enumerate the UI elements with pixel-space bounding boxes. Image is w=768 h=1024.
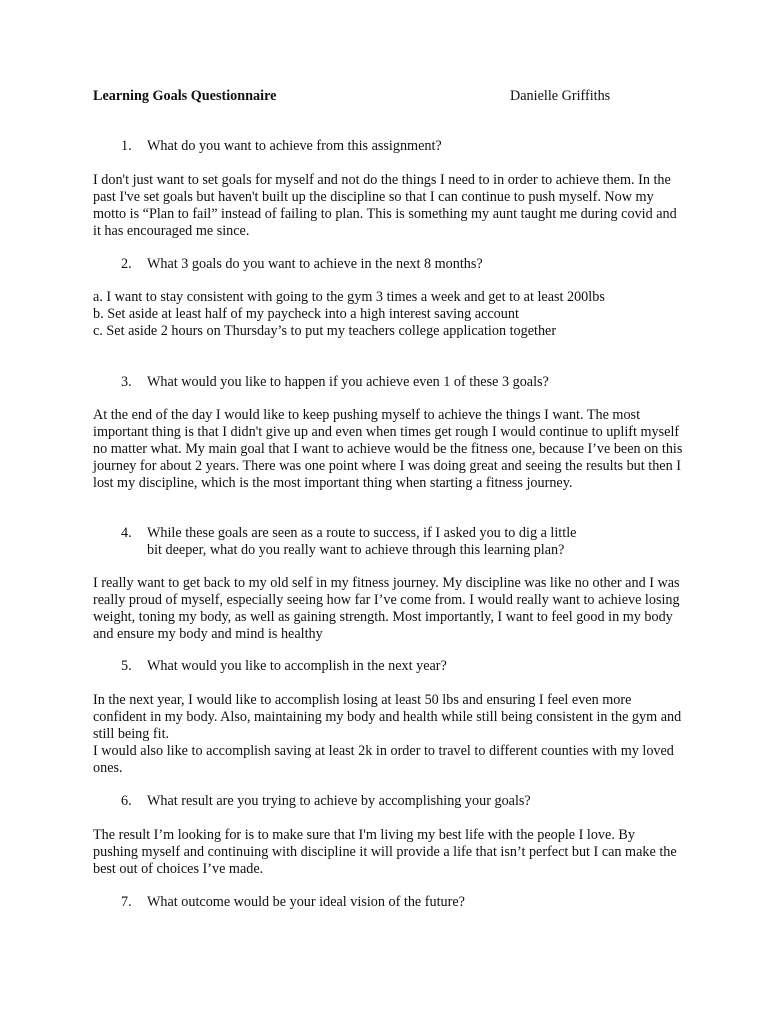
answer-paragraph: The result I’m looking for is to make sure that I'm living my best life with the people I love. By pushing myself and continuing with discipline it will provide a life that isn’t perfect but I can make the best out of choices I’ve made. — [93, 827, 677, 877]
question-number: 2. — [121, 256, 132, 272]
question-text: What would you like to accomplish in the next year? — [147, 658, 447, 674]
question-5 — [121, 658, 681, 675]
question-text: While these goals are seen as a route to success, if I asked you to dig a little bit deeper, what do you really want to achieve through this learning plan? — [147, 525, 577, 558]
answer-5 — [93, 692, 683, 777]
answer-1 — [93, 172, 683, 240]
answer-paragraph: At the end of the day I would like to keep pushing myself to achieve the things I want. The most important thing is that I didn't give up and even when times get rough I would continue to uplift myself no matter what. My main goal that I want to achieve would be the fitness one, because I’ve been on this journey for about 2 years. There was one point where I was doing great and seeing the results but then I lost my discipline, which is the most important thing when starting a fitness journey. — [93, 407, 683, 491]
author-name: Danielle Griffiths — [510, 88, 611, 104]
answer-paragraph: In the next year, I would like to accomplish losing at least 50 lbs and ensuring I feel even more confident in my body. Also, maintaining my body and health while still being consistent in the gym and still being fit. — [93, 692, 682, 742]
question-text: What would you like to happen if you achieve even 1 of these 3 goals? — [147, 374, 549, 390]
question-number: 4. — [121, 525, 132, 541]
document-title: Learning Goals Questionnaire — [93, 88, 277, 104]
answer-6 — [93, 827, 683, 878]
answer-3 — [93, 407, 683, 492]
question-4 — [121, 525, 591, 559]
answer-paragraph: I would also like to accomplish saving at least 2k in order to travel to different counties with my loved ones. — [93, 743, 674, 776]
question-6 — [121, 793, 681, 810]
question-number: 5. — [121, 658, 132, 674]
question-7 — [121, 894, 681, 911]
question-2 — [121, 256, 681, 273]
question-text: What do you want to achieve from this assignment? — [147, 138, 442, 154]
answer-paragraph: I really want to get back to my old self in my fitness journey. My discipline was like no other and I was really proud of myself, especially seeing how far I’ve come from. I would really want to achieve losing weight, toning my body, as well as gaining strength. Most importantly, I want to feel good in my body and ensure my body and mind is healthy — [93, 575, 680, 642]
answer-4 — [93, 575, 683, 643]
goal-item-c: c. Set aside 2 hours on Thursday’s to put my teachers college application together — [93, 323, 557, 339]
question-3 — [121, 374, 681, 391]
goal-item-b: b. Set aside at least half of my paycheck into a high interest saving account — [93, 306, 519, 322]
question-text: What result are you trying to achieve by accomplishing your goals? — [147, 793, 531, 809]
answer-paragraph: I don't just want to set goals for myself and not do the things I need to in order to achieve them. In the past I've set goals but haven't built up the discipline so that I can continue to push myself. Now my motto is “Plan to fail” instead of failing to plan. This is something my aunt taught me during covid and it has encouraged me since. — [93, 172, 677, 239]
question-number: 1. — [121, 138, 132, 154]
question-number: 6. — [121, 793, 132, 809]
goal-item-a: a. I want to stay consistent with going to the gym 3 times a week and get to at least 200lbs — [93, 289, 605, 305]
question-number: 7. — [121, 894, 132, 910]
question-text: What 3 goals do you want to achieve in the next 8 months? — [147, 256, 483, 272]
question-1 — [121, 138, 681, 155]
question-text: What outcome would be your ideal vision of the future? — [147, 894, 465, 910]
question-number: 3. — [121, 374, 132, 390]
